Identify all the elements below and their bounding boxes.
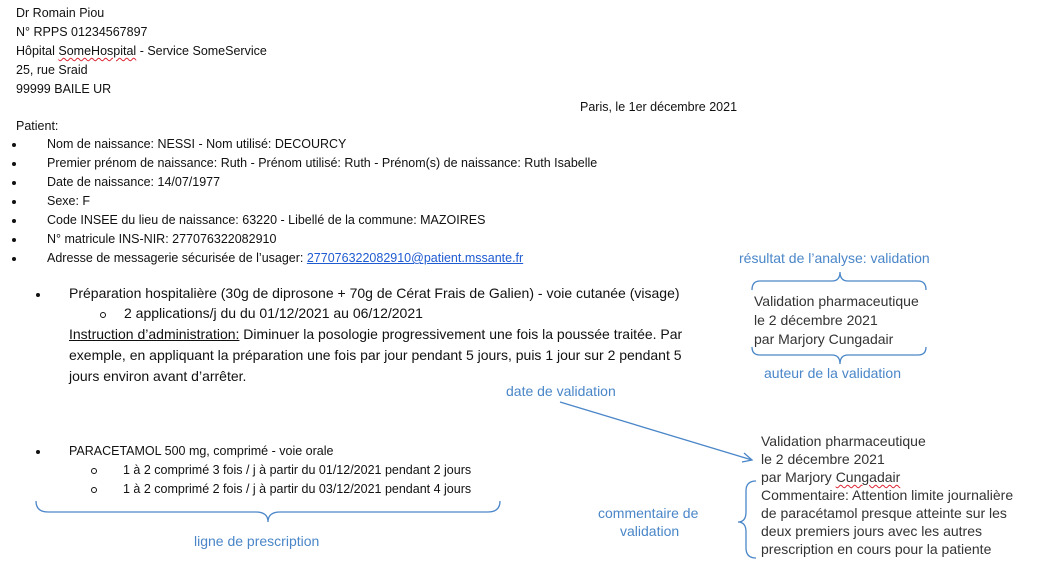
date-line: Paris, le 1er décembre 2021 xyxy=(580,100,738,114)
validation-2-comment-4: prescription en cours pour la patiente xyxy=(761,541,992,557)
doctor-name: Dr Romain Piou xyxy=(16,6,105,20)
city-address: 99999 BAILE UR xyxy=(16,82,112,96)
validation-1-line2: le 2 décembre 2021 xyxy=(754,312,878,328)
hospital-suffix: - Service SomeService xyxy=(136,44,267,58)
annotation-comment-1: commentaire de xyxy=(598,505,699,521)
arrow-icon xyxy=(560,402,752,460)
validation-1-line3: par Marjory Cungadair xyxy=(754,331,894,347)
annotation-result: résultat de l’analyse: validation xyxy=(739,250,930,266)
validation-2-comment-2: de paracétamol presque atteinte sur les xyxy=(761,505,1007,521)
validation-2-line1: Validation pharmaceutique xyxy=(761,433,926,449)
instruction-line-3: jours environ avant d’arrêter. xyxy=(69,368,247,384)
prescription-2-title: PARACETAMOL 500 mg, comprimé - voie orale xyxy=(69,444,334,458)
annotation-author: auteur de la validation xyxy=(764,365,901,381)
email-label: Adresse de messagerie sécurisée de l’usager: xyxy=(47,251,307,265)
patient-item: Sexe: F xyxy=(47,194,91,208)
brace-top-icon xyxy=(752,272,926,290)
prescription-2-sub-text: 1 à 2 comprimé 3 fois / j à partir du 01/12/2021 pendant 2 jours xyxy=(123,463,472,477)
annotation-comment-2: validation xyxy=(620,523,680,539)
validation-2-line2: le 2 décembre 2021 xyxy=(761,451,885,467)
brace-left-icon xyxy=(738,481,756,558)
patient-item: Nom de naissance: NESSI - Nom utilisé: DECOURCY xyxy=(47,137,347,151)
instruction-line-2: exemple, en appliquant la préparation une fois par jour pendant 5 jours, puis 1 jour sur 2 pendant 5 xyxy=(69,347,682,363)
instruction-text-1: Diminuer la posologie progressivement une fois la poussée traitée. Par xyxy=(239,326,683,342)
patient-item: Premier prénom de naissance: Ruth - Prénom utilisé: Ruth - Prénom(s) de naissance: Ruth Isabelle xyxy=(47,156,598,170)
prescription-1-sub-text: 2 applications/j du du 01/12/2021 au 06/12/2021 xyxy=(124,305,423,321)
brace-prescription-icon xyxy=(36,501,500,522)
annotation-date: date de validation xyxy=(506,383,616,399)
street-address: 25, rue Sraid xyxy=(16,63,88,77)
patient-item: N° matricule INS-NIR: 277076322082910 xyxy=(47,232,277,246)
patient-item: Date de naissance: 14/07/1977 xyxy=(47,175,221,189)
email-link[interactable]: 277076322082910@patient.mssante.fr xyxy=(306,251,524,265)
hospital-prefix: Hôpital xyxy=(16,44,59,58)
prescription-2-sub-text: 1 à 2 comprimé 2 fois / j à partir du 03/12/2021 pendant 4 jours xyxy=(123,482,472,496)
validator-prefix: par Marjory xyxy=(761,469,836,485)
validation-1-line1: Validation pharmaceutique xyxy=(754,293,919,309)
patient-label: Patient: xyxy=(16,119,59,133)
patient-item: Code INSEE du lieu de naissance: 63220 - Libellé de la commune: MAZOIRES xyxy=(47,213,486,227)
annotation-prescription-line: ligne de prescription xyxy=(194,533,320,549)
prescription-1-title: Préparation hospitalière (30g de diprosone + 70g de Cérat Frais de Galien) - voie cutanée (visage) xyxy=(69,285,680,301)
rpps-number: N° RPPS 01234567897 xyxy=(16,25,148,39)
validation-2-comment-3: deux premiers jours avec les autres xyxy=(761,523,982,539)
instruction-label: Instruction d’administration: xyxy=(69,326,240,342)
hospital-name: SomeHospital xyxy=(58,44,137,58)
validator-name: Cungadair xyxy=(835,469,901,485)
validation-2-comment-1: Commentaire: Attention limite journalière xyxy=(761,487,1014,503)
brace-bottom-icon xyxy=(752,347,926,364)
